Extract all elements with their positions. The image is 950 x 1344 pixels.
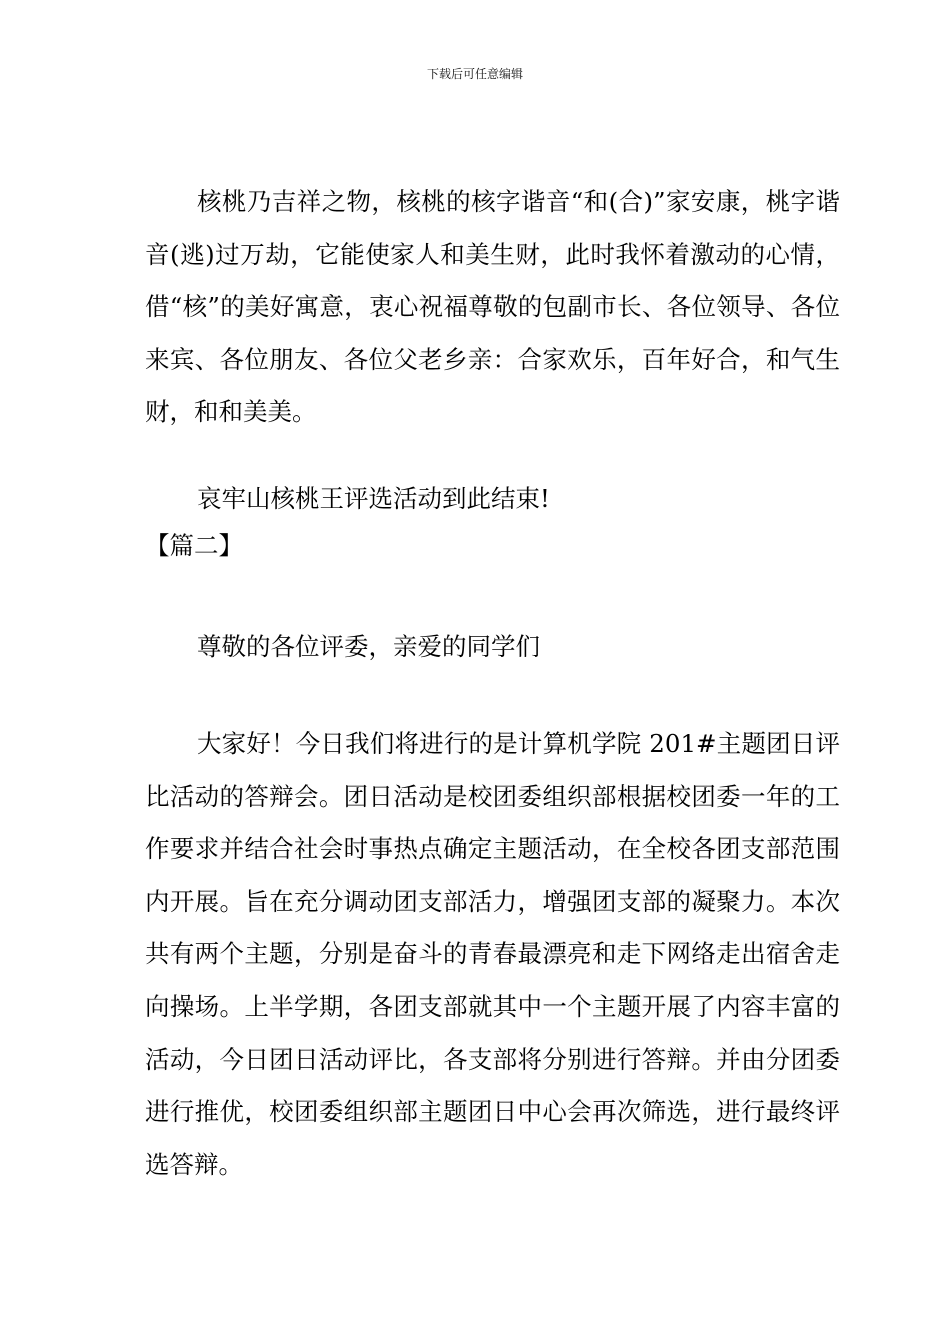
paragraph-defense-intro: 大家好！今日我们将进行的是计算机学院 201#主题团日评比活动的答辩会。团日活动是校团委组织部根据校团委一年的工作要求并结合社会时事热点确定主题活动，在全校各团支部范围内开展。旨在充分调动团支部活力，增强团支部的凝聚力。本次共有两个主题，分别是奋斗的青春最漂亮和走下网络走出宿舍走向操场。上半学期，各团支部就其中一个主题开展了内容丰富的活动，今日团日活动评比，各支部将分别进行答辩。并由分团委进行推优，校团委组织部主题团日中心会再次筛选，进行最终评选答辩。: [145, 729, 840, 1179]
page-header: 下载后可任意编辑: [426, 67, 523, 81]
paragraph-salutation: 尊敬的各位评委，亲爱的同学们: [197, 632, 540, 661]
paragraph-event-closing: 哀牢山核桃王评选活动到此结束!: [197, 484, 550, 513]
paragraph-walnut-blessing: 核桃乃吉祥之物，核桃的核字谐音“和(合)”家安康，桃字谐音(逃)过万劫，它能使家人和美生财，此时我怀着激动的心情，借“核”的美好寓意，衷心祝福尊敬的包副市长、各位领导、各位来宾、各位朋友、各位父老乡亲：合家欢乐，百年好合，和气生财，和和美美。: [145, 187, 840, 427]
section-heading: 【篇二】: [145, 531, 243, 560]
